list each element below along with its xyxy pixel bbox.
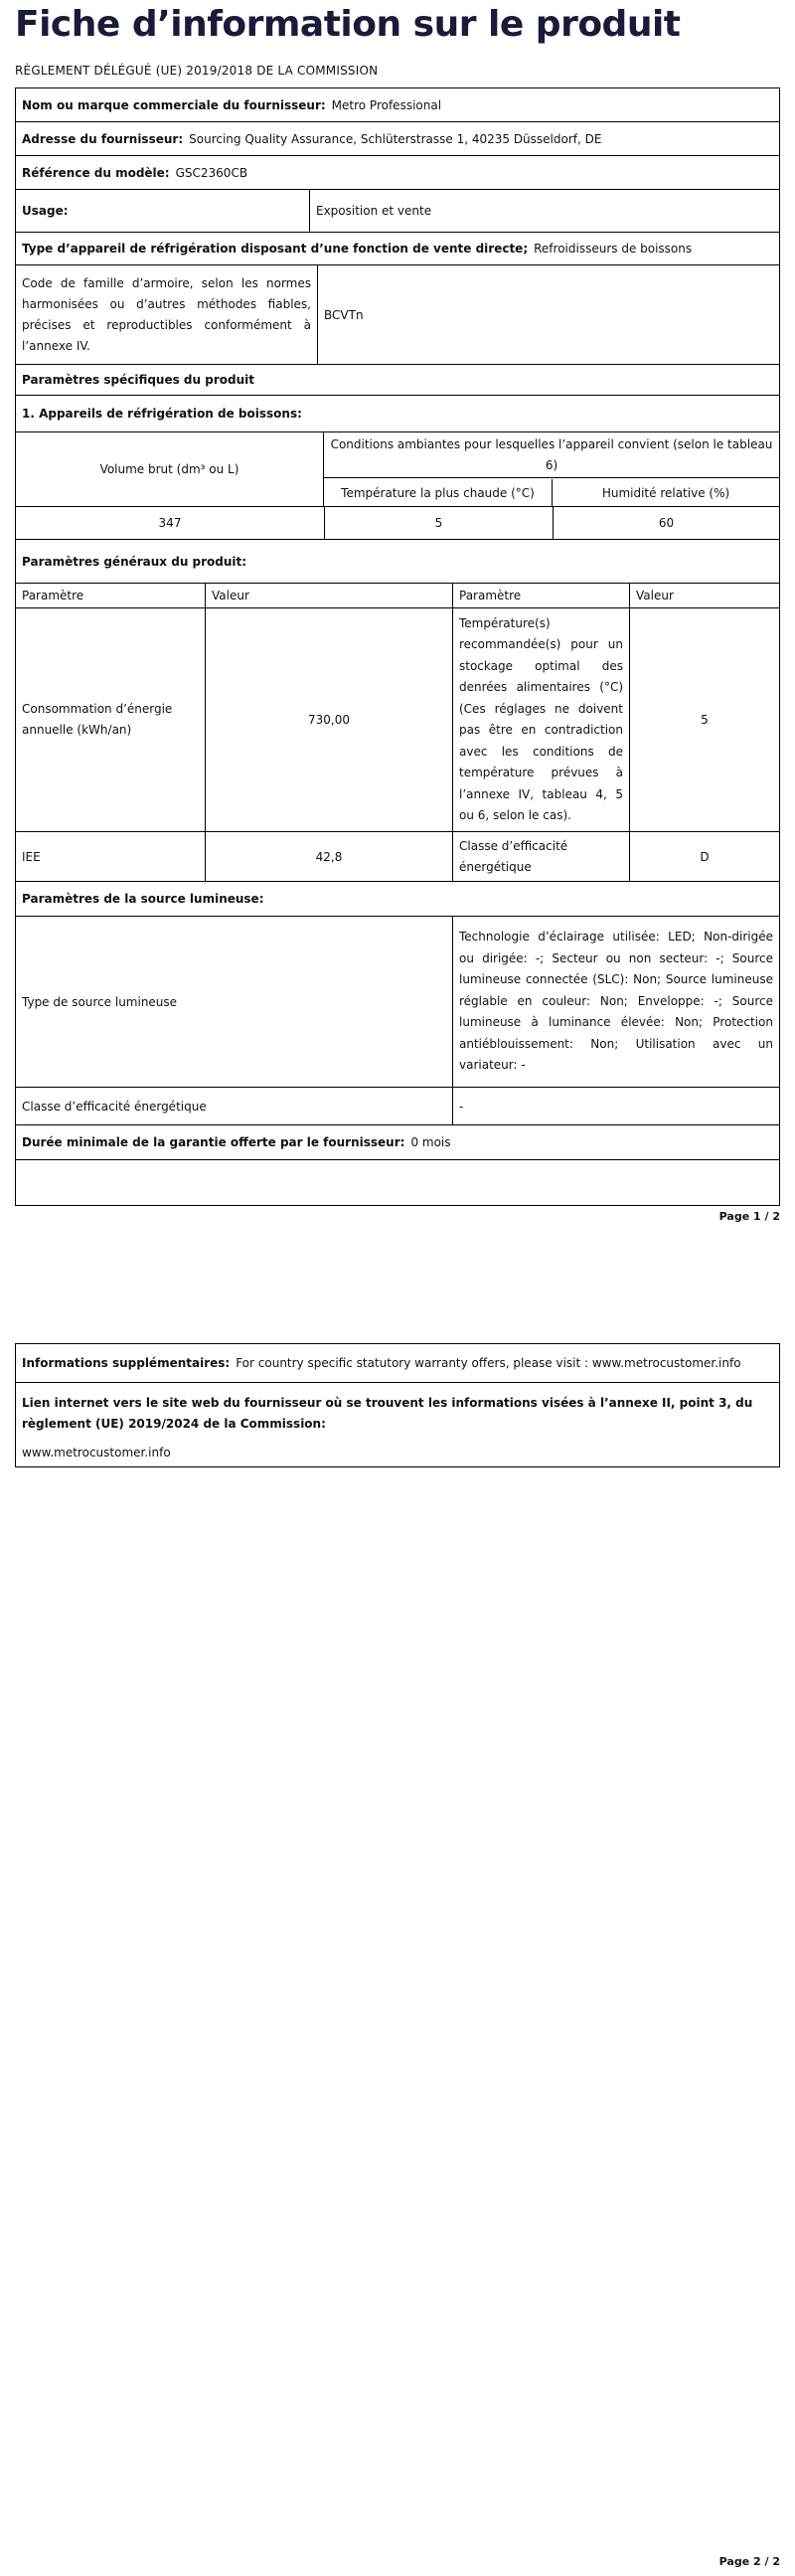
light-class-value: - bbox=[452, 1088, 779, 1124]
supplier-name-value: Metro Professional bbox=[331, 97, 442, 112]
weblink-label: Lien internet vers le site web du fournisseur où se trouvent les informations visées à l’annexe II, point 3, du règlement (UE) 2019/2024 de la Commission: bbox=[22, 1396, 753, 1431]
specific-params-row bbox=[16, 364, 779, 395]
light-params-heading: Paramètres de la source lumineuse: bbox=[22, 892, 264, 906]
model-ref-row bbox=[16, 155, 779, 189]
ambient-values-row bbox=[16, 506, 779, 539]
warranty-label: Durée minimale de la garantie offerte par le fournisseur: bbox=[22, 1135, 405, 1149]
appliance-type-value: Refroidisseurs de boissons bbox=[534, 242, 693, 256]
usage-row bbox=[16, 189, 779, 232]
iee-row bbox=[16, 831, 779, 881]
usage-value: Exposition et vente bbox=[309, 190, 779, 232]
supplier-address-value: Sourcing Quality Assurance, Schlüterstrasse 1, 40235 Düsseldorf, DE bbox=[189, 131, 602, 146]
light-class-row bbox=[16, 1087, 779, 1124]
energy-class-value: D bbox=[629, 832, 779, 881]
energy-class-label: Classe d’efficacité énergétique bbox=[452, 832, 629, 881]
consumption-value: 730,00 bbox=[205, 608, 452, 831]
model-ref-label: Référence du modèle: bbox=[22, 165, 170, 180]
storage-temp-label: Température(s) recommandée(s) pour un stockage optimal des denrées alimentaires (°C) (Ces réglages ne doivent pas être en contradiction avec les conditions de température prévues à l’annexe IV, tableau 4, 5 ou 6, selon le cas). bbox=[452, 608, 629, 831]
page-number-1: Page 1 / 2 bbox=[718, 1210, 780, 1223]
page-number-2: Page 2 / 2 bbox=[718, 2555, 780, 2568]
light-type-row bbox=[16, 916, 779, 1087]
beverage-section-row bbox=[16, 395, 779, 431]
additional-info-row bbox=[16, 1344, 779, 1382]
light-class-label: Classe d’efficacité énergétique bbox=[22, 1099, 207, 1114]
family-code-row bbox=[16, 264, 779, 364]
general-params-row bbox=[16, 539, 779, 583]
supplier-name-row bbox=[16, 88, 779, 121]
additional-info-label: Informations supplémentaires: bbox=[22, 1356, 231, 1370]
additional-info-table bbox=[15, 1343, 780, 1467]
temp-value: 5 bbox=[324, 507, 553, 539]
appliance-type-row bbox=[16, 232, 779, 264]
value-header-1: Valeur bbox=[205, 584, 452, 607]
weblink-row bbox=[16, 1382, 779, 1468]
param-header-1: Paramètre bbox=[22, 589, 84, 602]
consumption-row bbox=[16, 607, 779, 831]
iee-value: 42,8 bbox=[205, 832, 452, 881]
temp-header: Température la plus chaude (°C) bbox=[324, 479, 553, 506]
storage-temp-value: 5 bbox=[629, 608, 779, 831]
regulation-subtitle: RÈGLEMENT DÉLÉGUÉ (UE) 2019/2018 DE LA COMMISSION bbox=[15, 64, 379, 78]
light-type-label: Type de source lumineuse bbox=[22, 994, 178, 1009]
model-ref-value: GSC2360CB bbox=[175, 165, 248, 180]
warranty-row bbox=[16, 1124, 779, 1159]
family-code-value: BCVTn bbox=[317, 265, 779, 364]
iee-label: IEE bbox=[22, 849, 41, 864]
empty-bottom-row bbox=[16, 1159, 779, 1207]
appliance-type-label: Type d’appareil de réfrigération disposant d’une fonction de vente directe; bbox=[22, 242, 529, 256]
ambient-header-row bbox=[16, 431, 779, 506]
humidity-header: Humidité relative (%) bbox=[601, 485, 730, 500]
humidity-value: 60 bbox=[553, 507, 779, 539]
ambient-header: Conditions ambiantes pour lesquelles l’appareil convient (selon le tableau 6) bbox=[330, 437, 773, 472]
general-header-row bbox=[16, 583, 779, 607]
volume-header: Volume brut (dm³ ou L) bbox=[16, 432, 324, 506]
warranty-value: 0 mois bbox=[410, 1135, 451, 1149]
weblink-value: www.metrocustomer.info bbox=[22, 1446, 171, 1460]
beverage-section-heading: 1. Appareils de réfrigération de boissons: bbox=[22, 407, 302, 421]
light-params-row bbox=[16, 881, 779, 916]
specific-params-heading: Paramètres spécifiques du produit bbox=[22, 373, 254, 387]
usage-label: Usage: bbox=[22, 204, 69, 218]
additional-info-value: For country specific statutory warranty offers, please visit : www.metrocustomer.info bbox=[236, 1356, 741, 1370]
volume-value: 347 bbox=[158, 516, 182, 530]
supplier-address-label: Adresse du fournisseur: bbox=[22, 131, 184, 146]
family-code-label: Code de famille d’armoire, selon les normes harmonisées ou d’autres méthodes fiables, précises et reproductibles conformément à l’annexe IV. bbox=[22, 275, 311, 353]
supplier-address-row bbox=[16, 121, 779, 155]
consumption-label: Consommation d’énergie annuelle (kWh/an) bbox=[22, 702, 173, 737]
supplier-name-label: Nom ou marque commerciale du fournisseur: bbox=[22, 97, 326, 112]
light-type-value: Technologie d’éclairage utilisée: LED; Non-dirigée ou dirigée: -; Secteur ou non secteur: -; Source lumineuse connectée (SLC): Non; Source lumineuse réglable en couleur: Non; Enveloppe: -; Source lumineuse à luminance élevée: Non; Protection antiéblouissement: Non; Utilisation avec un variateur: - bbox=[452, 917, 779, 1087]
product-info-table bbox=[15, 87, 780, 1206]
param-header-2: Paramètre bbox=[452, 584, 629, 607]
general-params-heading: Paramètres généraux du produit: bbox=[22, 554, 247, 569]
value-header-2: Valeur bbox=[629, 584, 779, 607]
page-title: Fiche d’information sur le produit bbox=[15, 4, 681, 45]
